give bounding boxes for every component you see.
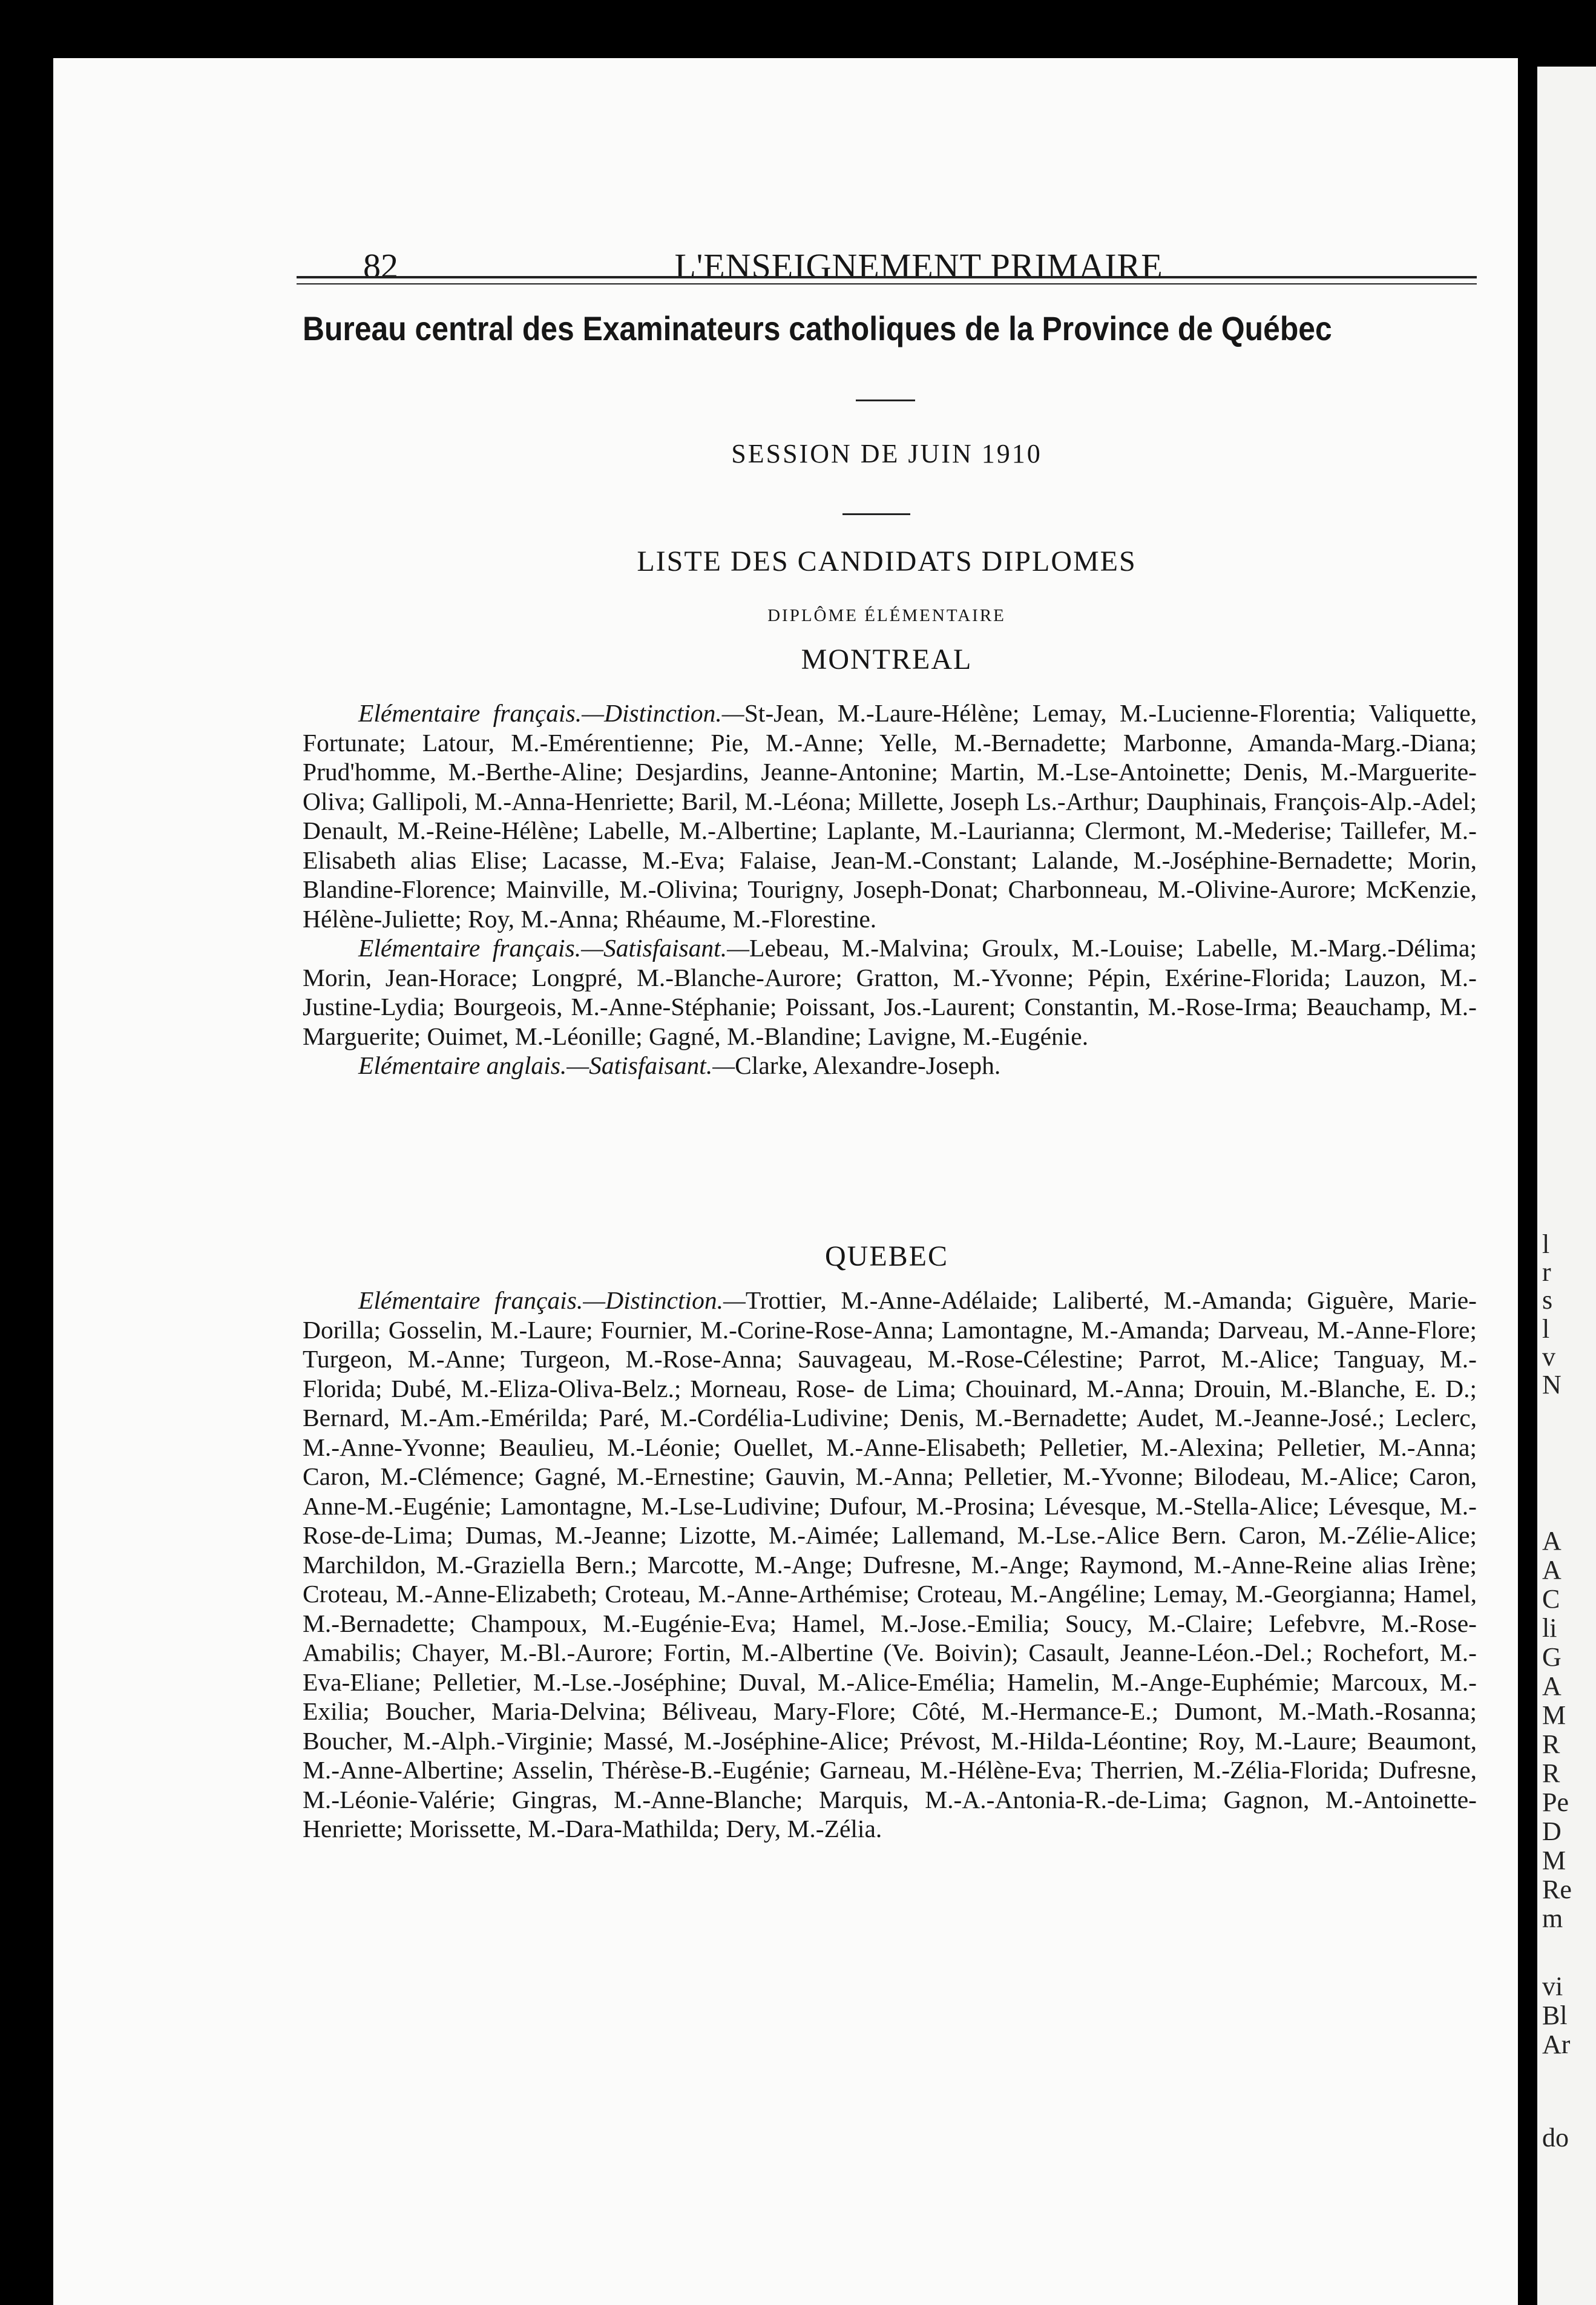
adjacent-fragment: G [1542, 1642, 1562, 1672]
page-number: 82 [363, 246, 398, 286]
adjacent-fragment: D [1542, 1817, 1562, 1846]
adjacent-fragment: Pe [1542, 1787, 1569, 1817]
adjacent-fragment: l [1542, 1229, 1550, 1259]
list-title: LISTE DES CANDIDATS DIPLOMES [637, 545, 1137, 577]
section-heading-montreal: MONTREAL [801, 643, 973, 676]
paragraph-satisfaisant [303, 933, 1477, 1051]
bureau-title: Bureau central des Examinateurs catholiques de la Province de Québec [303, 309, 1332, 347]
paragraph-distinction [303, 699, 1477, 933]
adjacent-fragment: A [1542, 1671, 1562, 1701]
adjacent-fragment: r [1542, 1257, 1551, 1287]
running-head [307, 246, 1518, 294]
adjacent-fragment: do [1542, 2123, 1569, 2152]
separator-rule [856, 400, 915, 401]
adjacent-fragment: v [1542, 1342, 1555, 1372]
adjacent-fragment: Ar [1542, 2030, 1571, 2059]
separator-rule [842, 513, 910, 515]
adjacent-fragment: Bl [1542, 2001, 1568, 2030]
candidate-names: Lebeau, M.-Malvina; Groulx, M.-Louise; Labelle, M.-Marg.-Délima; Morin, Jean-Horace; Longpré, M.-Blanche-Aurore; Gratton, M.-Yvonne; Pépin, Exérine-Florida; Lauzon, M.-Justine-Lydia; Bourgeois, M.-Anne-Stéphanie; Poissant, Jos.-Laurent; Constantin, M.-Rose-Irma; Beauchamp, M.-Marguerite; Ouimet, M.-Léonille; Gagné, M.-Blandine; Lavigne, M.-Eugénie. [303, 934, 1477, 1050]
header-rule-thin [297, 283, 1477, 284]
adjacent-fragment: m [1542, 1904, 1563, 1933]
quebec-candidate-list [303, 1286, 1477, 1844]
adjacent-fragment: R [1542, 1729, 1560, 1759]
category-label: Elémentaire français.—Satisfaisant.— [358, 934, 749, 962]
category-label: Elémentaire anglais.—Satisfaisant.— [358, 1051, 735, 1079]
session-title: SESSION DE JUIN 1910 [731, 439, 1042, 469]
category-label: Elémentaire français.—Distinction.— [358, 1286, 746, 1314]
section-heading-quebec: QUEBEC [825, 1240, 948, 1272]
adjacent-fragment: vi [1542, 1971, 1563, 2001]
adjacent-fragment: M [1542, 1700, 1566, 1730]
journal-title: L'ENSEIGNEMENT PRIMAIRE [674, 246, 1163, 286]
montreal-candidate-list [303, 699, 1477, 1080]
adjacent-fragment: s [1542, 1285, 1553, 1315]
adjacent-fragment: A [1542, 1555, 1562, 1585]
header-rule-thick [297, 276, 1477, 278]
adjacent-fragment: l [1542, 1314, 1550, 1344]
adjacent-fragment: R [1542, 1758, 1560, 1788]
paragraph-distinction [303, 1286, 1477, 1844]
adjacent-fragment: C [1542, 1584, 1560, 1614]
candidate-names: St-Jean, M.-Laure-Hélène; Lemay, M.-Lucienne-Florentia; Valiquette, Fortunate; Latour, M.-Emérentienne; Pie, M.-Anne; Yelle, M.-Bernadette; Marbonne, Amanda-Marg.-Diana; Prud'homme, M.-Berthe-Aline; Desjardins, Jeanne-Antonine; Martin, M.-Lse-Antoinette; Denis, M.-Marguerite-Oliva; Gallipoli, M.-Anna-Henriette; Baril, M.-Léona; Millette, Joseph Ls.-Arthur; Dauphinais, François-Alp.-Adel; Denault, M.-Reine-Hélène; Labelle, M.-Albertine; Laplante, M.-Laurianna; Clermont, M.-Mederise; Taillefer, M.-Elisabeth alias Elise; Lacasse, M.-Eva; Falaise, Jean-M.-Constant; Lalande, M.-Joséphine-Bernadette; Morin, Blandine-Florence; Mainville, M.-Olivina; Tourigny, Joseph-Donat; Charbonneau, M.-Olivine-Aurore; McKenzie, Hélène-Juliette; Roy, M.-Anna; Rhéaume, M.-Florestine. [303, 699, 1477, 933]
adjacent-fragment: A [1542, 1526, 1562, 1556]
diploma-type: DIPLÔME ÉLÉMENTAIRE [767, 606, 1006, 625]
candidate-names: Clarke, Alexandre-Joseph. [735, 1051, 1001, 1079]
paragraph-anglais [303, 1051, 1477, 1080]
adjacent-fragment: M [1542, 1846, 1566, 1875]
adjacent-fragment: li [1542, 1613, 1557, 1643]
adjacent-page-edge [1537, 67, 1596, 2305]
adjacent-fragment: N [1542, 1370, 1562, 1399]
book-page [53, 58, 1518, 2305]
candidate-names: Trottier, M.-Anne-Adélaide; Laliberté, M.-Amanda; Giguère, Marie-Dorilla; Gosselin, M.-Laure; Fournier, M.-Corine-Rose-Anna; Lamontagne, M.-Amanda; Darveau, M.-Anne-Flore; Turgeon, M.-Anne; Turgeon, M.-Rose-Anna; Sauvageau, M.-Rose-Célestine; Parrot, M.-Alice; Tanguay, M.-Florida; Dubé, M.-Eliza-Oliva-Belz.; Morneau, Rose- de Lima; Chouinard, M.-Anna; Drouin, M.-Blanche, E. D.; Bernard, M.-Am.-Emérilda; Paré, M.-Cordélia-Ludivine; Denis, M.-Bernadette; Audet, M.-Jeanne-José.; Leclerc, M.-Anne-Yvonne; Beaulieu, M.-Léonie; Ouellet, M.-Anne-Elisabeth; Pelletier, M.-Alexina; Pelletier, M.-Anna; Caron, M.-Clémence; Gagné, M.-Ernestine; Gauvin, M.-Anna; Pelletier, M.-Yvonne; Bilodeau, M.-Alice; Caron, Anne-M.-Eugénie; Lamontagne, M.-Lse-Ludivine; Dufour, M.-Prosina; Lévesque, M.-Stella-Alice; Lévesque, M.-Rose-de-Lima; Dumas, M.-Jeanne; Lizotte, M.-Aimée; Lallemand, M.-Lse.-Alice Bern. Caron, M.-Zélie-Alice; Marchildon, M.-Graziella Bern.; Marcotte, M.-Ange; Dufresne, M.-Ange; Raymond, M.-Anne-Reine alias Irène; Croteau, M.-Anne-Elizabeth; Croteau, M.-Anne-Arthémise; Croteau, M.-Angéline; Lemay, M.-Georgianna; Hamel, M.-Bernadette; Champoux, M.-Eugénie-Eva; Hamel, M.-Jose.-Emilia; Soucy, M.-Claire; Lefebvre, M.-Rose-Amabilis; Chayer, M.-Bl.-Aurore; Fortin, M.-Albertine (Ve. Boivin); Casault, Jeanne-Léon.-Del.; Rochefort, M.-Eva-Eliane; Pelletier, M.-Lse.-Joséphine; Duval, M.-Alice-Emélia; Hamelin, M.-Ange-Euphémie; Marcoux, M.-Exilia; Boucher, Maria-Delvina; Béliveau, Mary-Flore; Côté, M.-Hermance-E.; Dumont, M.-Math.-Rosanna; Boucher, M.-Alph.-Virginie; Massé, M.-Joséphine-Alice; Prévost, M.-Hilda-Léontine; Roy, M.-Laure; Beaumont, M.-Anne-Albertine; Asselin, Thérèse-B.-Eugénie; Garneau, M.-Hélène-Eva; Therrien, M.-Zélia-Florida; Dufresne, M.-Léonie-Valérie; Gingras, M.-Anne-Blanche; Marquis, M.-A.-Antonia-R.-de-Lima; Gagnon, M.-Antoinette-Henriette; Morissette, M.-Dara-Mathilda; Dery, M.-Zélia. [303, 1286, 1477, 1843]
category-label: Elémentaire français.—Distinction.— [358, 699, 744, 727]
adjacent-fragment: Re [1542, 1875, 1572, 1904]
